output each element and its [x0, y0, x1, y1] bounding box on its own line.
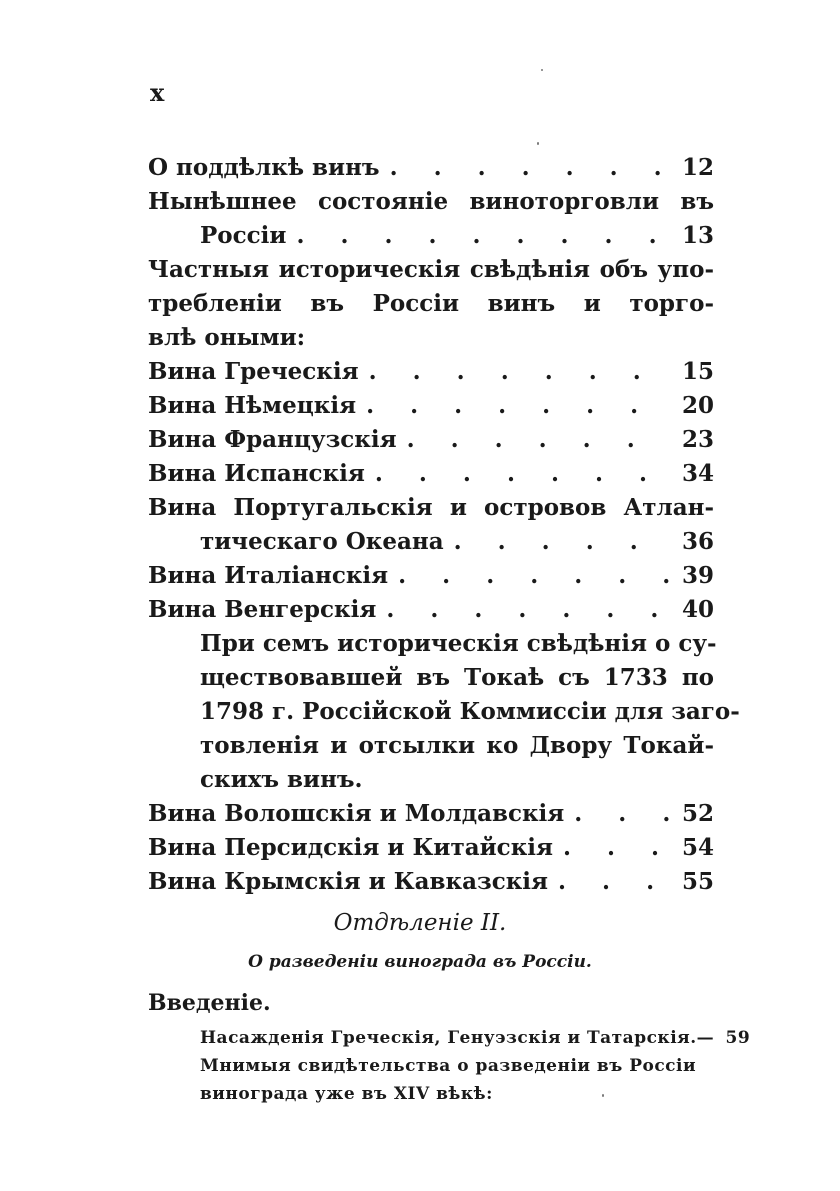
table-of-contents — [148, 151, 740, 899]
toc-line: ществовавшей въ Токаѣ съ 1733 по — [200, 664, 714, 691]
toc-line: скихъ винъ. — [200, 766, 363, 793]
intro-heading: Введеніе. — [148, 990, 271, 1016]
toc-row — [148, 151, 714, 185]
intro-entry-label: Насажденія Греческія, Генуэзскія и Татарскія. — [200, 1028, 697, 1048]
leader-dots — [356, 389, 672, 423]
toc-line: Нынѣшнее состояніе виноторговли въ — [148, 188, 714, 215]
toc-line: влѣ оными: — [148, 324, 306, 351]
toc-label: Вина Нѣмецкія — [148, 392, 357, 419]
toc-label: О поддѣлкѣ винъ — [148, 154, 380, 181]
toc-line: товленія и отсылки ко Двору Токай- — [200, 732, 714, 759]
toc-line: При семъ историческія свѣдѣнія о су- — [200, 630, 717, 657]
intro-line: Мнимыя свидѣтельства о разведеніи въ Россіи — [200, 1056, 697, 1076]
leader-dots — [548, 865, 672, 899]
toc-label: Вина Персидскія и Китайскія — [148, 834, 554, 861]
leader-dots — [397, 423, 672, 457]
intro-entry — [200, 1024, 751, 1052]
toc-label: Вина Волошскія и Молдавскія — [148, 800, 565, 827]
toc-page: 20 — [681, 392, 714, 419]
toc-page: 52 — [681, 800, 714, 827]
toc-row — [148, 593, 714, 627]
leader-dots — [359, 355, 672, 389]
section-subtitle: О разведеніи винограда въ Россіи. — [248, 952, 592, 972]
toc-note-block — [148, 627, 740, 797]
leader-dots — [388, 559, 672, 593]
leader-dots — [444, 525, 672, 559]
toc-page: 34 — [681, 460, 714, 487]
toc-row — [148, 559, 714, 593]
toc-row — [148, 355, 714, 389]
toc-page: 55 — [681, 868, 714, 895]
leader-dots — [286, 219, 672, 253]
toc-page: 39 — [681, 562, 714, 589]
toc-row — [148, 457, 714, 491]
toc-line: 1798 г. Россійской Коммиссіи для заго- — [200, 698, 740, 725]
toc-row — [148, 219, 714, 253]
toc-label: Вина Крымскія и Кавказскія — [148, 868, 549, 895]
speck — [541, 69, 543, 71]
toc-page: 36 — [681, 528, 714, 555]
leader-dots — [380, 151, 672, 185]
toc-page: 15 — [681, 358, 714, 385]
toc-label: тическаго Океана — [200, 528, 444, 555]
leader-dots — [376, 593, 672, 627]
section-title: Отдѣленіе II. — [333, 910, 507, 936]
toc-row — [148, 389, 714, 423]
leader-dots — [365, 457, 672, 491]
toc-page: 23 — [681, 426, 714, 453]
toc-page: 13 — [681, 222, 714, 249]
toc-label: Вина Испанскія — [148, 460, 365, 487]
toc-line: требленіи въ Россіи винъ и торго- — [148, 290, 714, 317]
toc-line: Вина Португальскія и островов Атлан- — [148, 494, 714, 521]
toc-label: Вина Италіанскія — [148, 562, 389, 589]
page-number: x — [150, 78, 165, 107]
toc-row — [148, 423, 714, 457]
toc-page: 54 — [681, 834, 714, 861]
leader-dots — [553, 831, 672, 865]
toc-row — [148, 831, 714, 865]
intro-entries — [200, 1024, 751, 1108]
speck — [537, 142, 539, 145]
speck — [602, 1094, 604, 1097]
toc-row — [148, 797, 714, 831]
toc-label: Вина Венгерскія — [148, 596, 377, 623]
intro-entry-dash: — — [696, 1028, 715, 1048]
toc-label: Россіи — [200, 222, 287, 249]
toc-label: Вина Французскія — [148, 426, 397, 453]
leader-dots — [564, 797, 672, 831]
intro-entry-page: 59 — [725, 1028, 751, 1048]
toc-line: Частныя историческія свѣдѣнія объ упо- — [148, 256, 714, 283]
toc-row — [148, 525, 714, 559]
toc-row — [148, 865, 714, 899]
toc-page: 40 — [681, 596, 714, 623]
intro-line: винограда уже въ XIV вѣкѣ: — [200, 1084, 493, 1104]
toc-page: 12 — [681, 154, 714, 181]
toc-label: Вина Греческія — [148, 358, 359, 385]
